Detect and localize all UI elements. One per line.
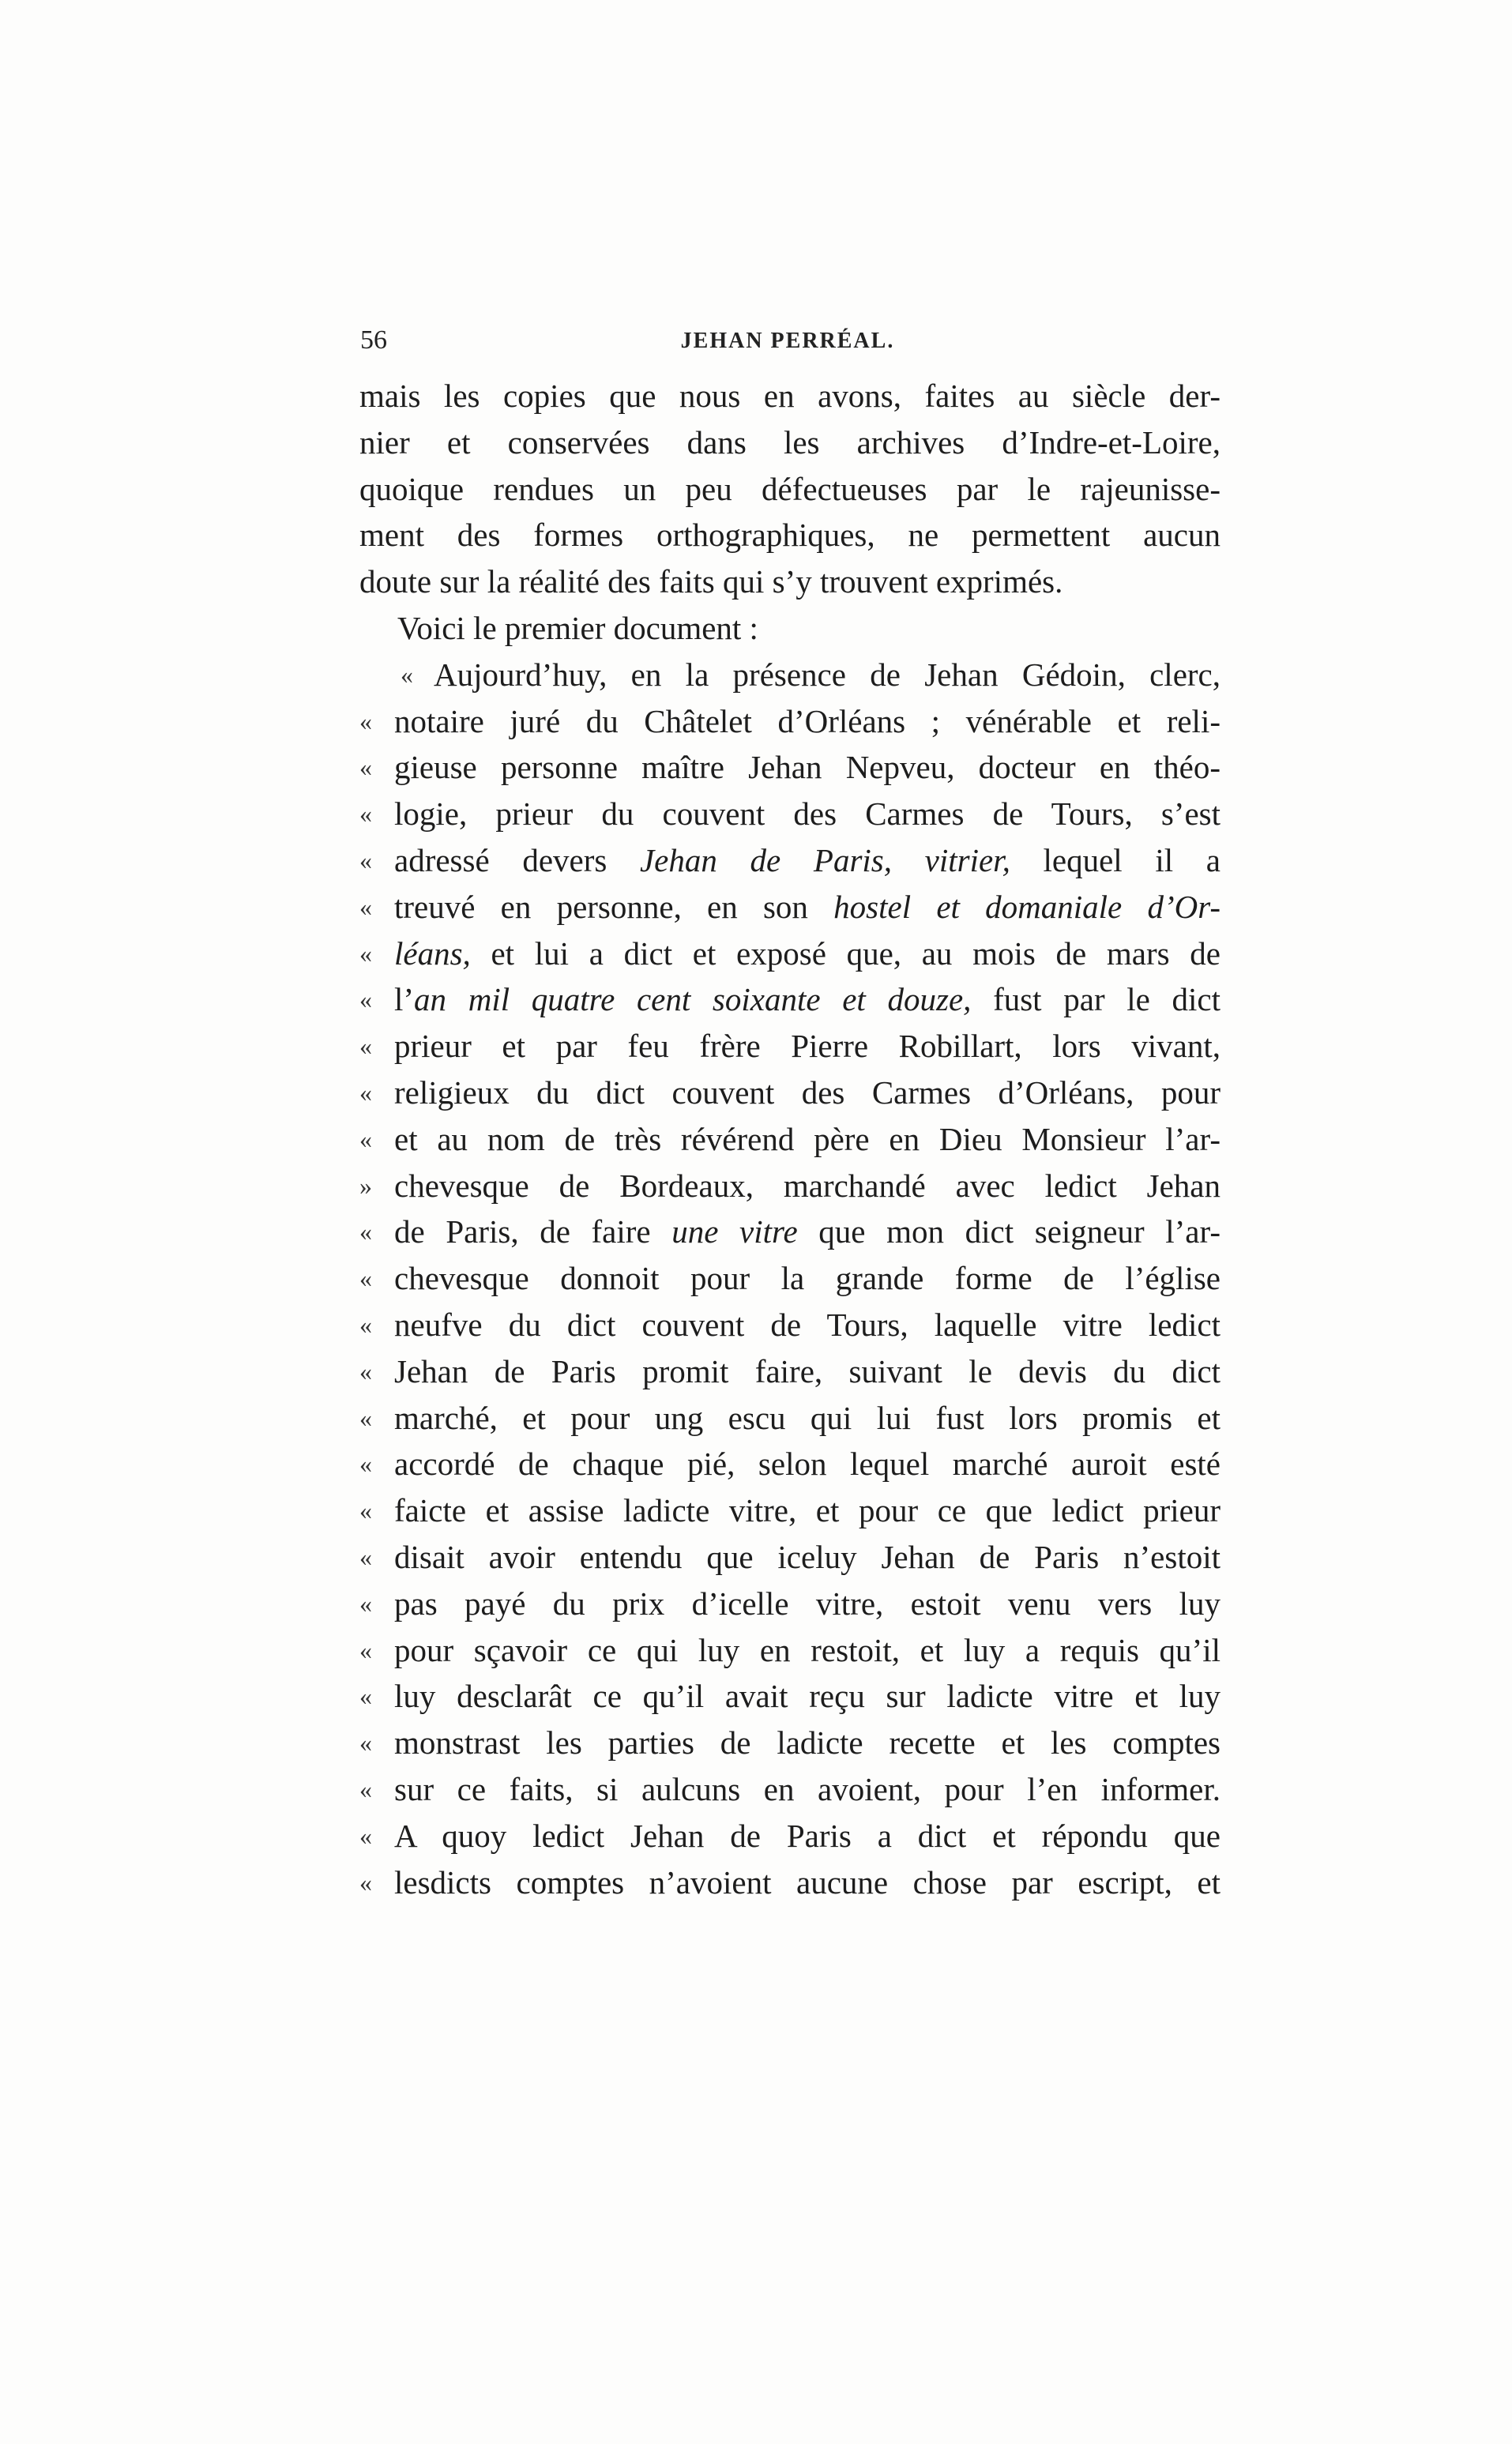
body-text	[359, 373, 1221, 1905]
quote-mark: «	[359, 985, 372, 1014]
quoted-line: « prieur et par feu frère Pierre Robillart, lors vivant,	[359, 1023, 1221, 1070]
quoted-line: « logie, prieur du couvent des Carmes de Tours, s’est	[359, 791, 1221, 837]
quoted-line: « lesdicts comptes n’avoient aucune chose par escript, et	[359, 1859, 1221, 1906]
page-number: 56	[360, 325, 387, 355]
quoted-line: « disait avoir entendu que iceluy Jehan de Paris n’estoit	[359, 1534, 1221, 1581]
quoted-line: « sur ce faits, si aulcuns en avoient, pour l’en informer.	[359, 1766, 1221, 1813]
quoted-line: « chevesque donnoit pour la grande forme de l’église	[359, 1255, 1221, 1302]
running-head: JEHAN PERRÉAL.	[680, 329, 895, 353]
quote-mark: «	[359, 1356, 372, 1386]
quote-mark: »	[359, 1171, 372, 1200]
quoted-line: « pour sçavoir ce qui luy en restoit, et luy a requis qu’il	[359, 1627, 1221, 1674]
quote-mark: «	[359, 892, 372, 921]
text-line: doute sur la réalité des faits qui s’y trouvent exprimés.	[359, 563, 1063, 600]
quote-mark: «	[401, 660, 413, 689]
quoted-line: « adressé devers Jehan de Paris, vitrier, lequel il a	[359, 837, 1221, 884]
quote-mark: «	[359, 799, 372, 829]
quoted-line: « monstrast les parties de ladicte recette et les comptes	[359, 1720, 1221, 1766]
quote-mark: «	[359, 753, 372, 782]
quote-mark: «	[359, 1821, 372, 1850]
quoted-line: « accordé de chaque pié, selon lequel marché auroit esté	[359, 1441, 1221, 1487]
quoted-line: « faicte et assise ladicte vitre, et pour ce que ledict prieur	[359, 1487, 1221, 1534]
quoted-line: « pas payé du prix d’icelle vitre, estoit venu vers luy	[359, 1581, 1221, 1627]
quoted-line: « religieux du dict couvent des Carmes d’Orléans, pour	[359, 1070, 1221, 1116]
quoted-line: » chevesque de Bordeaux, marchandé avec ledict Jehan	[359, 1163, 1221, 1209]
quote-mark: «	[359, 1774, 372, 1803]
quoted-line: « A quoy ledict Jehan de Paris a dict et répondu que	[359, 1813, 1221, 1859]
page-header	[357, 325, 1218, 360]
quoted-line: « Jehan de Paris promit faire, suivant le devis du dict	[359, 1348, 1221, 1395]
quote-mark: «	[359, 1496, 372, 1525]
quoted-line: « gieuse personne maître Jehan Nepveu, docteur en théo-	[359, 744, 1221, 791]
quoted-line: « et au nom de très révérend père en Dieu Monsieur l’ar-	[359, 1116, 1221, 1163]
text-line: nier et conservées dans les archives d’Indre-et-Loire,	[359, 423, 1221, 461]
quote-mark: «	[359, 1542, 372, 1571]
quoted-line: « treuvé en personne, en son hostel et domaniale d’Or-	[359, 884, 1221, 931]
quote-mark: «	[359, 938, 372, 968]
quoted-line: « l’an mil quatre cent soixante et douze, fust par le dict	[359, 976, 1221, 1023]
quoted-line: « Aujourd’huy, en la présence de Jehan Gédoin, clerc,	[359, 652, 1221, 698]
quote-mark: «	[359, 1077, 372, 1107]
quoted-line: « marché, et pour ung escu qui lui fust lors promis et	[359, 1395, 1221, 1442]
quote-mark: «	[359, 1589, 372, 1618]
quote-mark: «	[359, 1728, 372, 1758]
quoted-line: « luy desclarât ce qu’il avait reçu sur ladicte vitre et luy	[359, 1673, 1221, 1720]
quote-mark: «	[359, 1032, 372, 1061]
quote-mark: «	[359, 1310, 372, 1339]
quote-mark: «	[359, 1124, 372, 1153]
quote-mark: «	[359, 1403, 372, 1432]
quoted-line: « neufve du dict couvent de Tours, laquelle vitre ledict	[359, 1302, 1221, 1348]
quote-mark: «	[359, 706, 372, 735]
quote-mark: «	[359, 1217, 372, 1246]
quote-mark: «	[359, 1264, 372, 1293]
text-line: quoique rendues un peu défectueuses par le rajeunisse-	[359, 470, 1221, 507]
text-line: mais les copies que nous en avons, faites au siècle der-	[359, 378, 1221, 414]
quoted-line: « léans, et lui a dict et exposé que, au mois de mars de	[359, 931, 1221, 977]
quoted-line: « notaire juré du Châtelet d’Orléans ; vénérable et reli-	[359, 698, 1221, 745]
quote-mark: «	[359, 1867, 372, 1897]
quote-mark: «	[359, 845, 372, 874]
text-line: ment des formes orthographiques, ne permettent aucun	[359, 517, 1221, 554]
quote-mark: «	[359, 1682, 372, 1711]
text-line: Voici le premier document :	[397, 609, 758, 646]
quote-mark: «	[359, 1449, 372, 1479]
quoted-line: « de Paris, de faire une vitre que mon dict seigneur l’ar-	[359, 1209, 1221, 1255]
quote-mark: «	[359, 1635, 372, 1664]
